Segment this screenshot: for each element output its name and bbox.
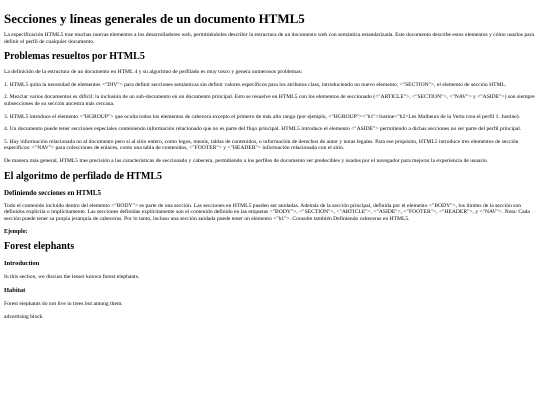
algorithm-heading: El algoritmo de perfilado de HTML5 [4,170,163,182]
problems-heading: Problemas resueltos por HTML5 [4,51,145,63]
problem-item-3: 3. HTML5 introduce el elemento <"HGROUP"> que oculta todos los elementos de cabecera excepto el primero de más alto rango (por ejemplo, <"HGROUP"><"h1">Justine<"h2>Les Malheurs de la Vertu crea el perfil 1. Justine). [4,113,520,120]
example-intro-text: In this section, we discuss the lesser known forest elephants. [4,274,140,281]
problems-lead: La definición de la estructura de un documento en HTML 4 y su algoritmo de perfilado es muy tosco y genera numerosos problemas: [4,69,303,76]
problem-item-5: 5. Hay información relacionada no al documento pero si al sitio entero, como logos, menús, tablas de contenidos, o información de derechos de autor y notas legales. Para ese propósito, HTML5 introduce tres elementos de sección específicos: <"NAV"> para colecciones de enlaces, como una tabla de contenidos, <"FOOTER"> y <"HEADER"> información relacionada con el sitio. [4,138,519,152]
problem-item-4: 4. Un documento puede tener secciones especiales conteniendo información relacionado que no es parte del flujo principal. HTML5 introduce el elemento <"ASIDE"> permitiendo a dichas secciones no ser parte del perfil principal. [4,126,522,133]
example-label: Ejemplo: [4,229,28,236]
example-advertising: advertising block [4,313,43,320]
defining-sections-heading: Definiendo secciones en HTML5 [4,188,102,197]
problems-conclusion: De manera más general, HTML5 trae precisión a las características de seccionado y cabecera, permitiendo a los perfiles de documento ser predecibles y usados por el navegador para mejorar la experiencia de usuario. [4,157,489,164]
example-habitat-text: Forest elephants do not live in trees but among them. [4,300,123,307]
defining-sections-body: Todo el contenido incluido dentro del elemento <"BODY"> es parte de una sección. Las secciones en HTML5 pueden ser anidadas. Además de la sección principal, definida por el elemento <"BODY">, los límites de la sección son definidos explícita o implícitamente. Las secciones definidas explícitamente son el contenido definido en las etiquetas <"BODY">, <"SECTION">, <"ARTICLE">, <"ASIDE">, <"FOOTER">, <"HEADER">, y <"NAV">. Nota: Cada sección puede tener su propia jerarquía de cabeceras. Por lo tanto, incluso una sección anidada puede tener un elemento <"h1">. Consulte también Definiendo cabeceras en HTML5. [4,202,530,222]
example-habitat-heading: Habitat [4,286,26,294]
document-page [0,11,540,320]
example-title: Forest elephants [4,241,75,253]
problem-item-2: 2. Mezclar varios documentos es difícil: la inclusión de un sub-documento en un documento principal. Esto se resuelve en HTML5 con los elementos de seccionado (<"ARTICLE">, <"SECTION">, <"NAV"> y <"ASIDE">) son siempre subsecciones de su sección ancestra más cercana. [4,94,535,107]
problem-item-1: 1. HTML5 quita la necesidad de elementos <"DIV"> para definir secciones semánticas sin definir valores específicos para los atributos class, introduciendo un nuevo elemento, <"SECTION">, el elemento de sección HTML. [4,81,507,88]
example-intro-heading: Introduction [4,260,40,268]
page-title: Secciones y líneas generales de un documento HTML5 [4,11,305,26]
intro-paragraph: La especificación HTML5 trae muchas nuevas elementos a los desarrolladores web, permitiéndoles describir la estructura de un documento web con semántica estandarizada. Este documento describe estos elementos y cómo usarlos para definir el perfil de cualquier documento. [4,32,534,45]
